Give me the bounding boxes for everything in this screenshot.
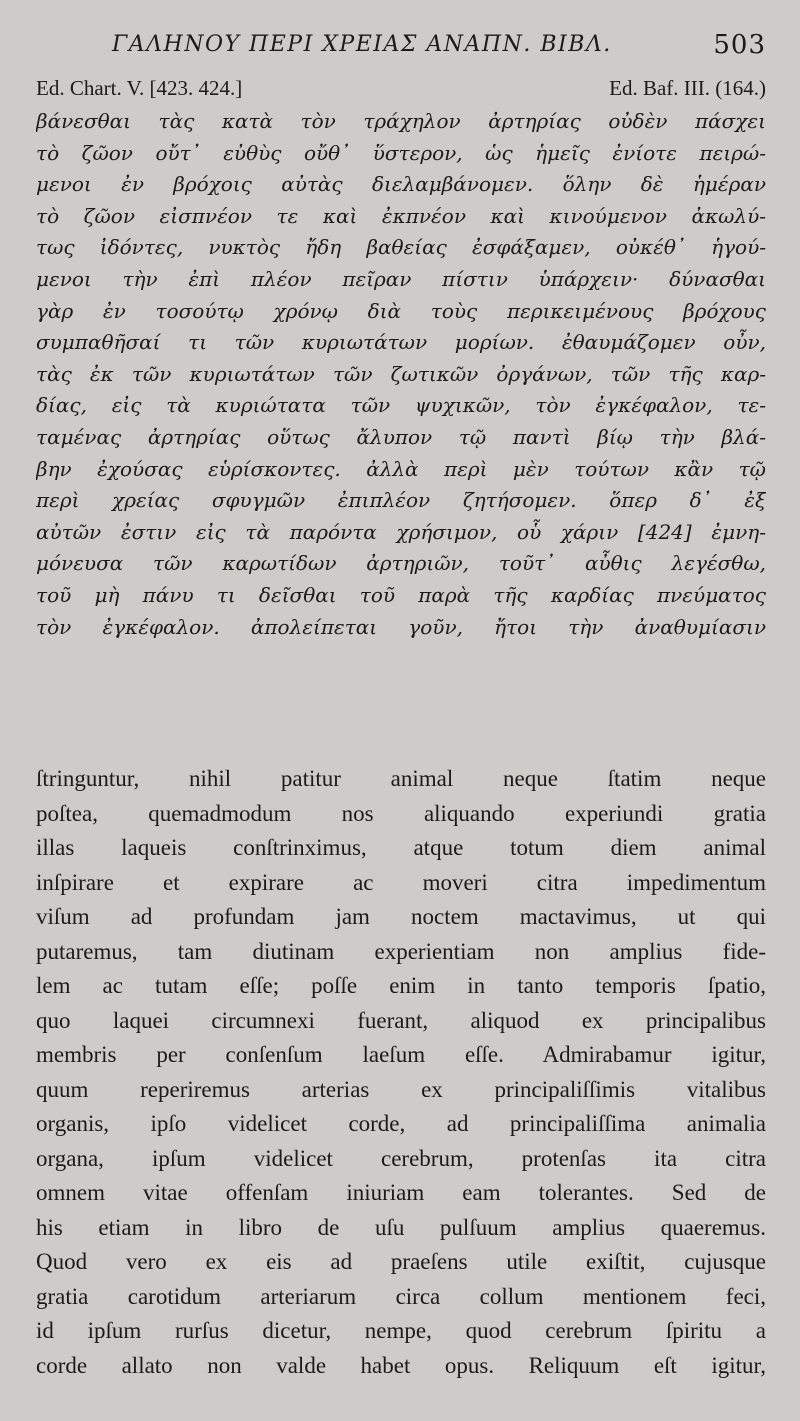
greek-line: συμπαθῆσαί τι τῶν κυριωτάτων μορίων. ἐθαυμάζομεν οὖν, xyxy=(36,330,766,355)
running-title: ΓΑΛΗΝΟΥ ΠΕΡΙ ΧΡΕΙΑΣ ΑΝΑΠΝ. ΒΙΒΛ. xyxy=(112,32,612,57)
latin-line: quo laquei circumnexi fuerant, aliquod ex principalibus xyxy=(36,1007,766,1033)
page-number: 503 xyxy=(713,30,766,60)
greek-line: τὰς ἐκ τῶν κυριωτάτων τῶν ζωτικῶν ὀργάνων, τῶν τῆς καρ- xyxy=(36,361,766,386)
greek-line: βάνεσθαι τὰς κατὰ τὸν τράχηλον ἀρτηρίας οὐδὲν πάσχει xyxy=(36,109,766,133)
greek-line: βην ἐχούσας εὑρίσκοντες. ἀλλὰ περὶ μὲν τούτων κἂν τῷ xyxy=(36,456,766,481)
latin-line: his etiam in libro de uſu pulſuum amplius quaeremus. xyxy=(36,1214,766,1240)
greek-line: περὶ χρείας σφυγμῶν ἐπιπλέον ζητήσομεν. ὅπερ δ᾽ ἐξ xyxy=(36,488,766,513)
greek-line: τὸ ζῶον εἰσπνέον τε καὶ ἐκπνέον καὶ κινούμενον ἀκωλύ- xyxy=(36,203,766,228)
latin-line: organa, ipſum videlicet cerebrum, protenſas ita citra xyxy=(36,1145,766,1171)
latin-line: putaremus, tam diutinam experientiam non amplius fide- xyxy=(36,938,766,964)
greek-line: μενοι ἐν βρόχοις αὐτὰς διελαμβάνομεν. ὅλην δὲ ἡμέραν xyxy=(36,172,766,197)
greek-line: τως ἰδόντες, νυκτὸς ἤδη βαθείας ἐσφάξαμεν, οὐκέθ᾽ ἡγού- xyxy=(36,235,766,260)
latin-line: poſtea, quemadmodum nos aliquando experiundi gratia xyxy=(36,800,766,826)
latin-line: corde allato non valde habet opus. Reliquum eſt igitur, xyxy=(36,1352,766,1378)
latin-text-block xyxy=(36,762,766,1383)
latin-line: viſum ad profundam jam noctem mactavimus, ut qui xyxy=(36,904,766,929)
latin-line: ſtringuntur, nihil patitur animal neque ſtatim neque xyxy=(36,766,766,791)
latin-line: gratia carotidum arteriarum circa collum mentionem feci, xyxy=(36,1283,766,1309)
greek-line: γὰρ ἐν τοσούτῳ χρόνῳ διὰ τοὺς περικειμένους βρόχους xyxy=(36,298,766,323)
greek-line: τὸ ζῶον οὔτ᾽ εὐθὺς οὔθ᾽ ὕστερον, ὡς ἡμεῖς ἐνίοτε πειρώ- xyxy=(36,140,766,165)
latin-line: inſpirare et expirare ac moveri citra impedimentum xyxy=(36,869,766,895)
greek-line: αὐτῶν ἐστιν εἰς τὰ παρόντα χρήσιμον, οὗ χάριν [424] ἐμνη- xyxy=(36,519,766,544)
greek-line: τὸν ἐγκέφαλον. ἀπολείπεται γοῦν, ἤτοι τὴν ἀναθυμίασιν xyxy=(36,614,766,639)
latin-line: organis, ipſo videlicet corde, ad principaliſſima animalia xyxy=(36,1111,766,1136)
edition-basel-reference: Ed. Baf. III. (164.) xyxy=(609,76,766,100)
greek-line: μενοι τὴν ἐπὶ πλέον πεῖραν πίστιν ὑπάρχειν· δύνασθαι xyxy=(36,266,766,291)
edition-chart-reference: Ed. Chart. V. [423. 424.] xyxy=(36,76,243,100)
greek-line: μόνευσα τῶν καρωτίδων ἀρτηριῶν, τοῦτ᾽ αὖθις λεγέσθω, xyxy=(36,551,766,576)
running-head xyxy=(0,30,800,62)
latin-line: lem ac tutam eſſe; poſſe enim in tanto temporis ſpatio, xyxy=(36,973,766,998)
edition-reference-line xyxy=(36,76,766,106)
latin-line: omnem vitae offenſam iniuriam eam tolerantes. Sed de xyxy=(36,1180,766,1205)
latin-line: Quod vero ex eis ad praeſens utile exiſtit, cujusque xyxy=(36,1249,766,1274)
latin-line: illas laqueis conſtrinximus, atque totum diem animal xyxy=(36,835,766,860)
greek-text-block xyxy=(36,106,766,643)
latin-line: id ipſum rurſus dicetur, nempe, quod cerebrum ſpiritu a xyxy=(36,1318,766,1343)
latin-line: membris per conſenſum laeſum eſſe. Admirabamur igitur, xyxy=(36,1042,766,1067)
greek-line: δίας, εἰς τὰ κυριώτατα τῶν ψυχικῶν, τὸν ἐγκέφαλον, τε- xyxy=(36,393,766,418)
greek-line: τοῦ μὴ πάνυ τι δεῖσθαι τοῦ παρὰ τῆς καρδίας πνεύματος xyxy=(36,582,766,607)
latin-line: quum reperiremus arterias ex principaliſſimis vitalibus xyxy=(36,1076,766,1102)
greek-line: ταμένας ἀρτηρίας οὕτως ἄλυπον τῷ παντὶ βίῳ τὴν βλά- xyxy=(36,424,766,449)
